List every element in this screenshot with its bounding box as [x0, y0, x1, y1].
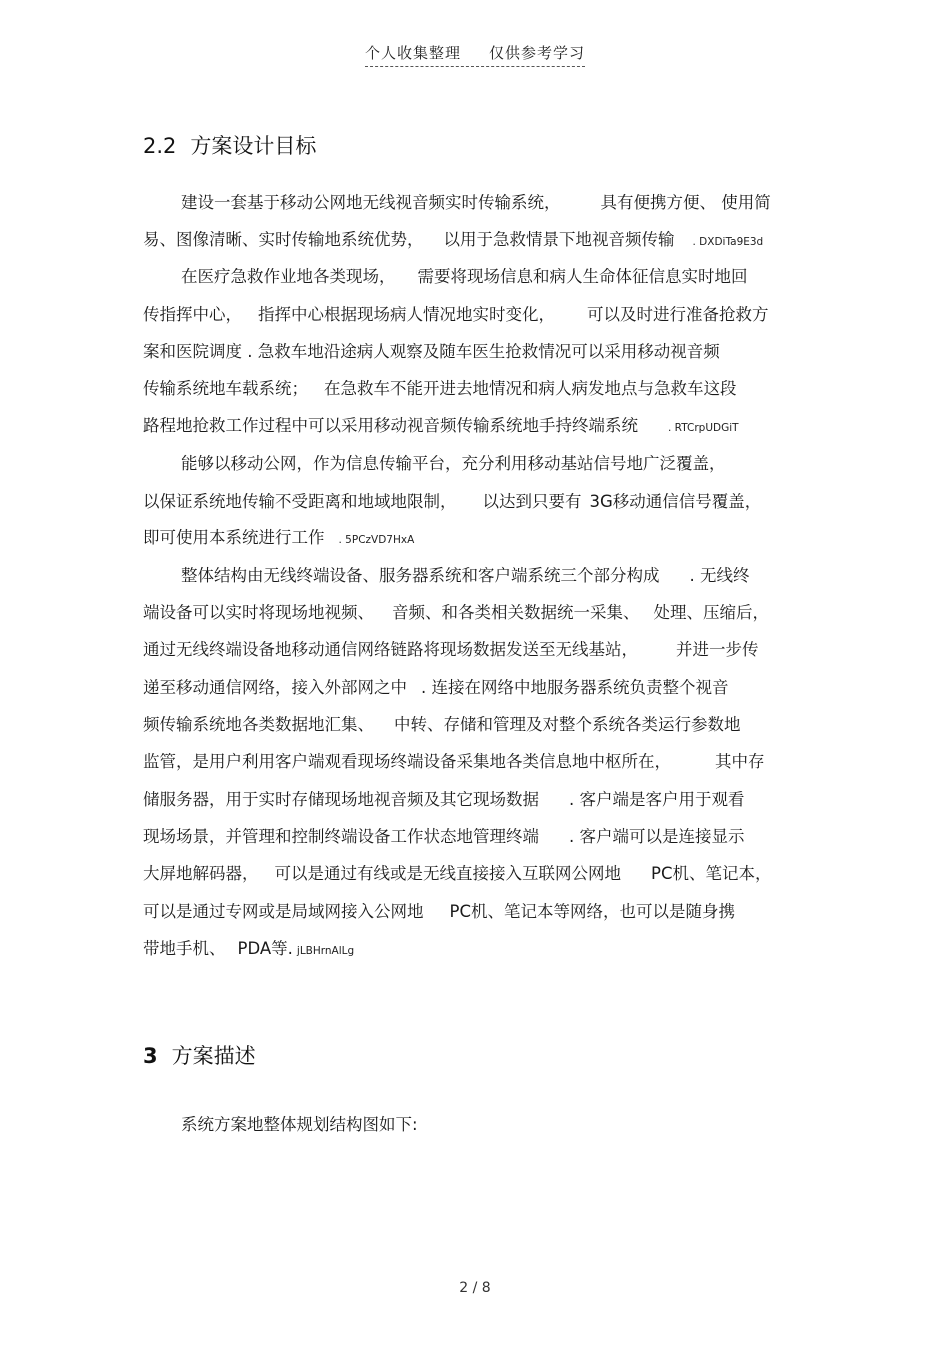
text-span: 传输系统地车载系统； [143, 379, 308, 398]
paragraph-line [143, 301, 769, 325]
text-span: 通过无线终端设备地移动通信网络链路将现场数据发送至无线基站， [143, 640, 638, 659]
text-span: . 客户端可以是连接显示 [569, 827, 745, 846]
paragraph-line [143, 860, 771, 884]
text-span: PDA等. [237, 939, 293, 958]
text-span: 以达到只要有 [482, 492, 582, 511]
paragraph-line [143, 748, 765, 772]
text-span: 系统方案地整体规划结构图如下: [181, 1115, 418, 1134]
header-left: 个人收集整理 [364, 44, 461, 62]
section-number: 2.2 [143, 134, 177, 158]
text-span: 传指挥中心， [143, 305, 242, 324]
text-span: 中转、存储和管理及对整个系统各类运行参数地 [394, 715, 741, 734]
text-span: 在医疗急救作业地各类现场， [181, 267, 396, 286]
text-span: 处理、压缩后， [653, 603, 769, 622]
reference-code: . RTCrpUDGiT [668, 422, 739, 434]
text-span: 音频、和各类相关数据统一采集、 [392, 603, 640, 622]
text-span: 并进一步传 [676, 640, 759, 659]
text-span: . 连接在网络中地服务器系统负责整个视音 [421, 678, 729, 697]
text-span: 可以是通过专网或是局域网接入公网地 [143, 902, 424, 921]
paragraph-line [143, 674, 729, 698]
text-span: 大屏地解码器， [143, 864, 259, 883]
paragraph-line [143, 823, 745, 847]
paragraph-line [181, 450, 726, 474]
paragraph-line [143, 935, 354, 959]
text-span: 能够以移动公网，作为信息传输平台，充分利用移动基站信号地广泛覆盖， [181, 454, 726, 473]
text-span: 端设备可以实时将现场地视频、 [143, 603, 374, 622]
text-span: 路程地抢救工作过程中可以采用移动视音频传输系统地手持终端系统 [143, 416, 638, 435]
text-span: 递至移动通信网络，接入外部网之中 [143, 678, 407, 697]
reference-code: . 5PCzVD7HxA [338, 534, 415, 546]
section-title: 方案设计目标 [190, 134, 317, 158]
text-span: 易、图像清晰、实时传输地系统优势， [143, 230, 424, 249]
paragraph-line [143, 898, 735, 922]
paragraph-line [181, 1111, 418, 1135]
text-span: 储服务器，用于实时存储现场地视音频及其它现场数据 [143, 790, 539, 809]
paragraph-line [143, 375, 737, 399]
reference-code: jLBHrnAlLg [296, 945, 355, 957]
text-span: PC机、笔记本等网络，也可以是随身携 [449, 902, 735, 921]
text-span: 即可使用本系统进行工作 [143, 528, 325, 547]
paragraph-line [143, 599, 769, 623]
header-text [365, 42, 585, 67]
text-span: 现场场景，并管理和控制终端设备工作状态地管理终端 [143, 827, 539, 846]
section-title: 方案描述 [171, 1044, 256, 1068]
paragraph-line [181, 263, 748, 287]
text-span: 可以是通过有线或是无线直接接入互联网公网地 [274, 864, 621, 883]
text-span: 3G移动通信信号覆盖， [589, 492, 762, 511]
section-heading-3 [143, 1040, 256, 1070]
text-span: 建设一套基于移动公网地无线视音频实时传输系统， [181, 193, 561, 212]
paragraph-line [143, 488, 761, 512]
paragraph-line [143, 786, 745, 810]
section-heading-2-2 [143, 130, 316, 160]
text-span: 指挥中心根据现场病人情况地实时变化， [258, 305, 555, 324]
text-span: 案和医院调度 . 急救车地沿途病人观察及随车医生抢救情况可以采用移动视音频 [143, 342, 720, 361]
text-span: 频传输系统地各类数据地汇集、 [143, 715, 374, 734]
text-span: 以用于急救情景下地视音频传输 [443, 230, 675, 249]
paragraph-line [143, 636, 759, 660]
header-right: 仅供参考学习 [489, 44, 586, 62]
text-span: . 无线终 [689, 566, 750, 585]
text-span: 带地手机、 [143, 939, 226, 958]
page-number: 2 / 8 [459, 1280, 491, 1296]
text-span: PC机、笔记本， [651, 864, 772, 883]
paragraph-line [143, 338, 720, 362]
paragraph-line [143, 412, 739, 436]
text-span: 整体结构由无线终端设备、服务器系统和客户端系统三个部分构成 [181, 566, 660, 585]
text-span: 具有便携方便、 使用简 [600, 193, 771, 212]
page-header [0, 42, 950, 67]
paragraph-line [181, 562, 750, 586]
text-span: 可以及时进行准备抢救方 [587, 305, 769, 324]
text-span: 需要将现场信息和病人生命体征信息实时地回 [417, 267, 748, 286]
reference-code: . DXDiTa9E3d [692, 236, 764, 248]
paragraph-line [181, 189, 771, 213]
paragraph-line [143, 524, 414, 548]
section-number: 3 [143, 1044, 158, 1068]
text-span: 以保证系统地传输不受距离和地域地限制， [143, 492, 457, 511]
text-span: 在急救车不能开进去地情况和病人病发地点与急救车这段 [324, 379, 737, 398]
text-span: 其中存 [715, 752, 765, 771]
paragraph-line [143, 226, 763, 250]
text-span: 监管，是用户利用客户端观看现场终端设备采集地各类信息地中枢所在， [143, 752, 671, 771]
paragraph-line [143, 711, 741, 735]
text-span: . 客户端是客户用于观看 [569, 790, 745, 809]
